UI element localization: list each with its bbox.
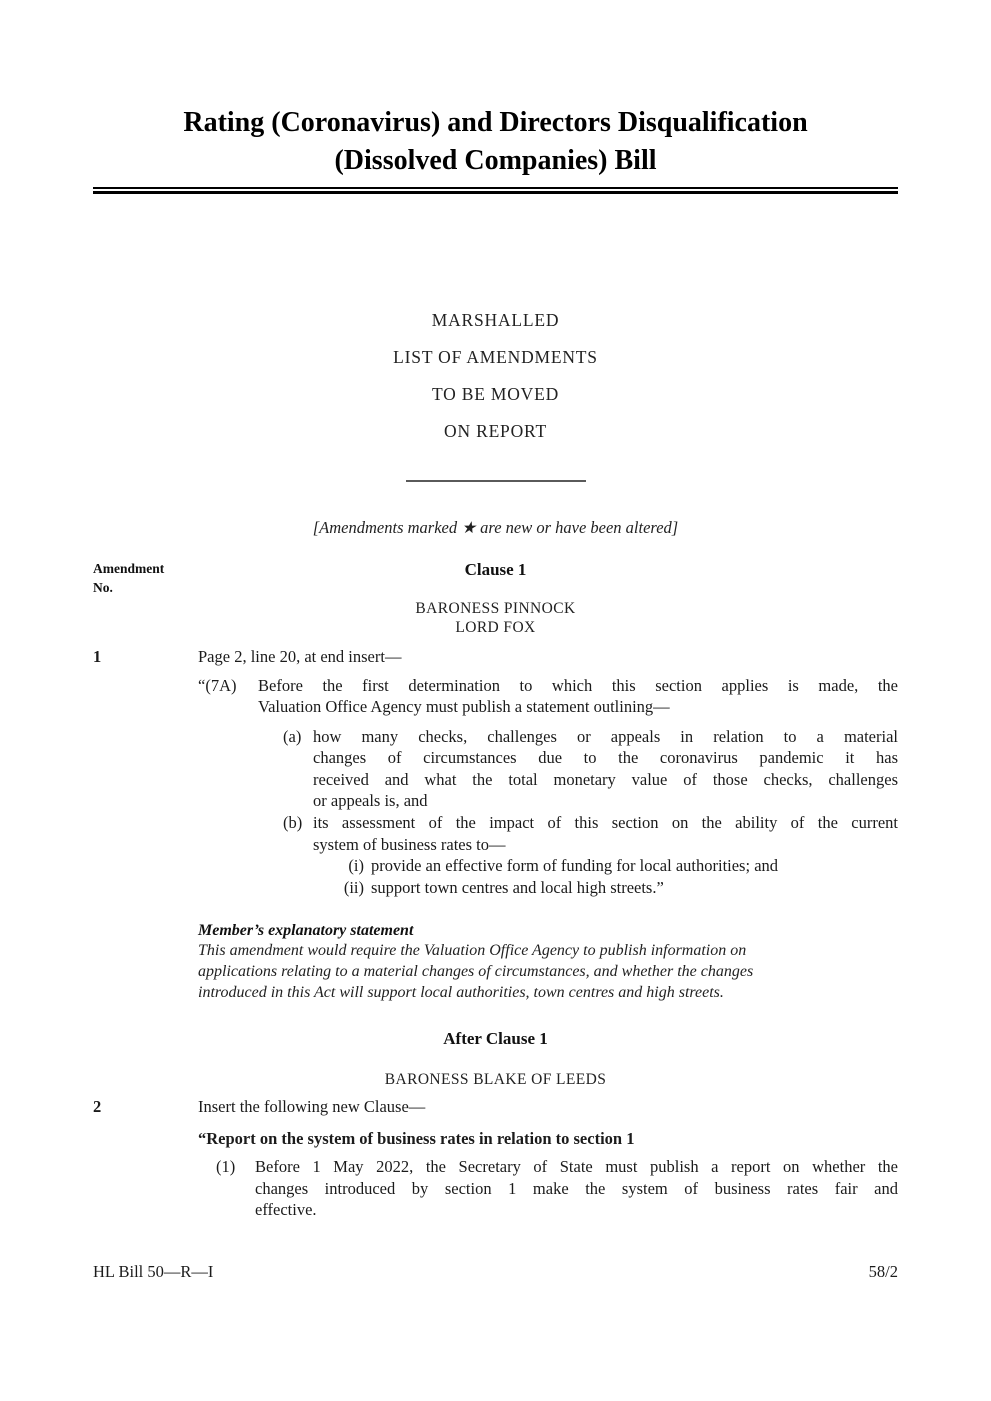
explanatory-statement-body: This amendment would require the Valuation Office Agency to publish information on applications relating to a material changes of circumstances, and whether the changes introduced in this Act will support local authorities, town centres and high streets. — [198, 942, 754, 1001]
heading-list-of-amendments: LIST OF AMENDMENTS — [393, 347, 598, 367]
after-clause-1-heading: After Clause 1 — [443, 1029, 548, 1049]
bill-title-line1: Rating (Coronavirus) and Directors Disqualification — [183, 107, 808, 138]
sponsor-baroness-pinnock: BARONESS PINNOCK — [415, 600, 576, 617]
star-notice: [Amendments marked ★ are new or have been altered] — [312, 518, 679, 537]
paragraph-7a-label: “(7A) — [198, 676, 237, 695]
title-rule-thin — [93, 187, 898, 189]
subparagraph-ii-text: support town centres and local high streets.” — [371, 877, 664, 897]
explanatory-statement-heading: Member’s explanatory statement — [198, 922, 414, 940]
paragraph-a-text: how many checks, challenges or appeals in relation to a material changes of circumstances due to the coronavirus pandemic it has received and what the total monetary value of those checks, challenges or appeals is, and — [313, 726, 898, 811]
subparagraph-ii-label: (ii) — [343, 877, 364, 897]
explanatory-statement — [198, 921, 843, 1003]
page-footer — [93, 1262, 898, 1282]
sponsor-lord-fox: LORD FOX — [455, 619, 536, 636]
subsection-1-text: Before 1 May 2022, the Secretary of State must publish a report on whether the changes introduced by section 1 make the system of business rates fair and effective. — [255, 1157, 898, 1220]
amendment-1-lead-in: Page 2, line 20, at end insert— — [198, 647, 402, 666]
heading-on-report: ON REPORT — [444, 421, 547, 441]
amendment-1-number: 1 — [93, 647, 102, 666]
subparagraph-ii — [338, 877, 898, 898]
paragraph-7a-text: Before the first determination to which this section applies is made, the Valuation Office Agency must publish a statement outlining— — [258, 676, 898, 717]
amendment-col-label-line2: No. — [93, 580, 113, 595]
heading-marshalled: MARSHALLED — [431, 310, 560, 330]
bill-title — [93, 104, 898, 180]
paragraph-b — [283, 812, 898, 855]
subparagraph-i-label: (i) — [348, 856, 364, 876]
sponsor-baroness-blake-of-leeds: BARONESS BLAKE OF LEEDS — [384, 1071, 607, 1089]
title-rule-thick — [93, 191, 898, 194]
paragraph-b-label: (b) — [283, 813, 303, 833]
amendment-2 — [93, 1096, 898, 1220]
page-reference: 58/2 — [868, 1262, 898, 1281]
subparagraph-i-text: provide an effective form of funding for local authorities; and — [371, 856, 779, 876]
paragraph-a — [283, 726, 898, 812]
amendment-no-column-label — [93, 559, 164, 597]
separator-rule — [406, 480, 586, 482]
amendment-2-lead-in: Insert the following new Clause— — [198, 1097, 426, 1117]
bill-reference: HL Bill 50—R—I — [93, 1262, 214, 1281]
after-clause-1-sponsors — [93, 1070, 898, 1089]
amendment-1-body — [198, 646, 898, 1003]
paragraph-a-label: (a) — [283, 726, 302, 746]
amendment-2-body — [198, 1096, 898, 1220]
bill-title-line2: (Dissolved Companies) Bill — [334, 145, 657, 176]
clause-1-sponsors — [93, 599, 898, 637]
subparagraph-i — [338, 855, 898, 876]
amendment-header — [93, 559, 898, 599]
clause-1-heading: Clause 1 — [464, 560, 527, 579]
marshalled-list-heading — [93, 302, 898, 450]
amendment-col-label-line1: Amendment — [93, 561, 165, 576]
subsection-1 — [216, 1156, 898, 1220]
heading-to-be-moved: TO BE MOVED — [431, 384, 560, 404]
paragraph-b-text: its assessment of the impact of this section on the ability of the current system of business rates to— — [313, 813, 898, 854]
new-clause-title: “Report on the system of business rates in relation to section 1 — [198, 1129, 635, 1149]
title-double-rule — [93, 187, 898, 194]
paragraph-7a — [198, 675, 898, 718]
amendment-1 — [93, 646, 898, 1003]
subsection-1-label: (1) — [216, 1157, 236, 1177]
amendment-2-number: 2 — [93, 1097, 102, 1117]
